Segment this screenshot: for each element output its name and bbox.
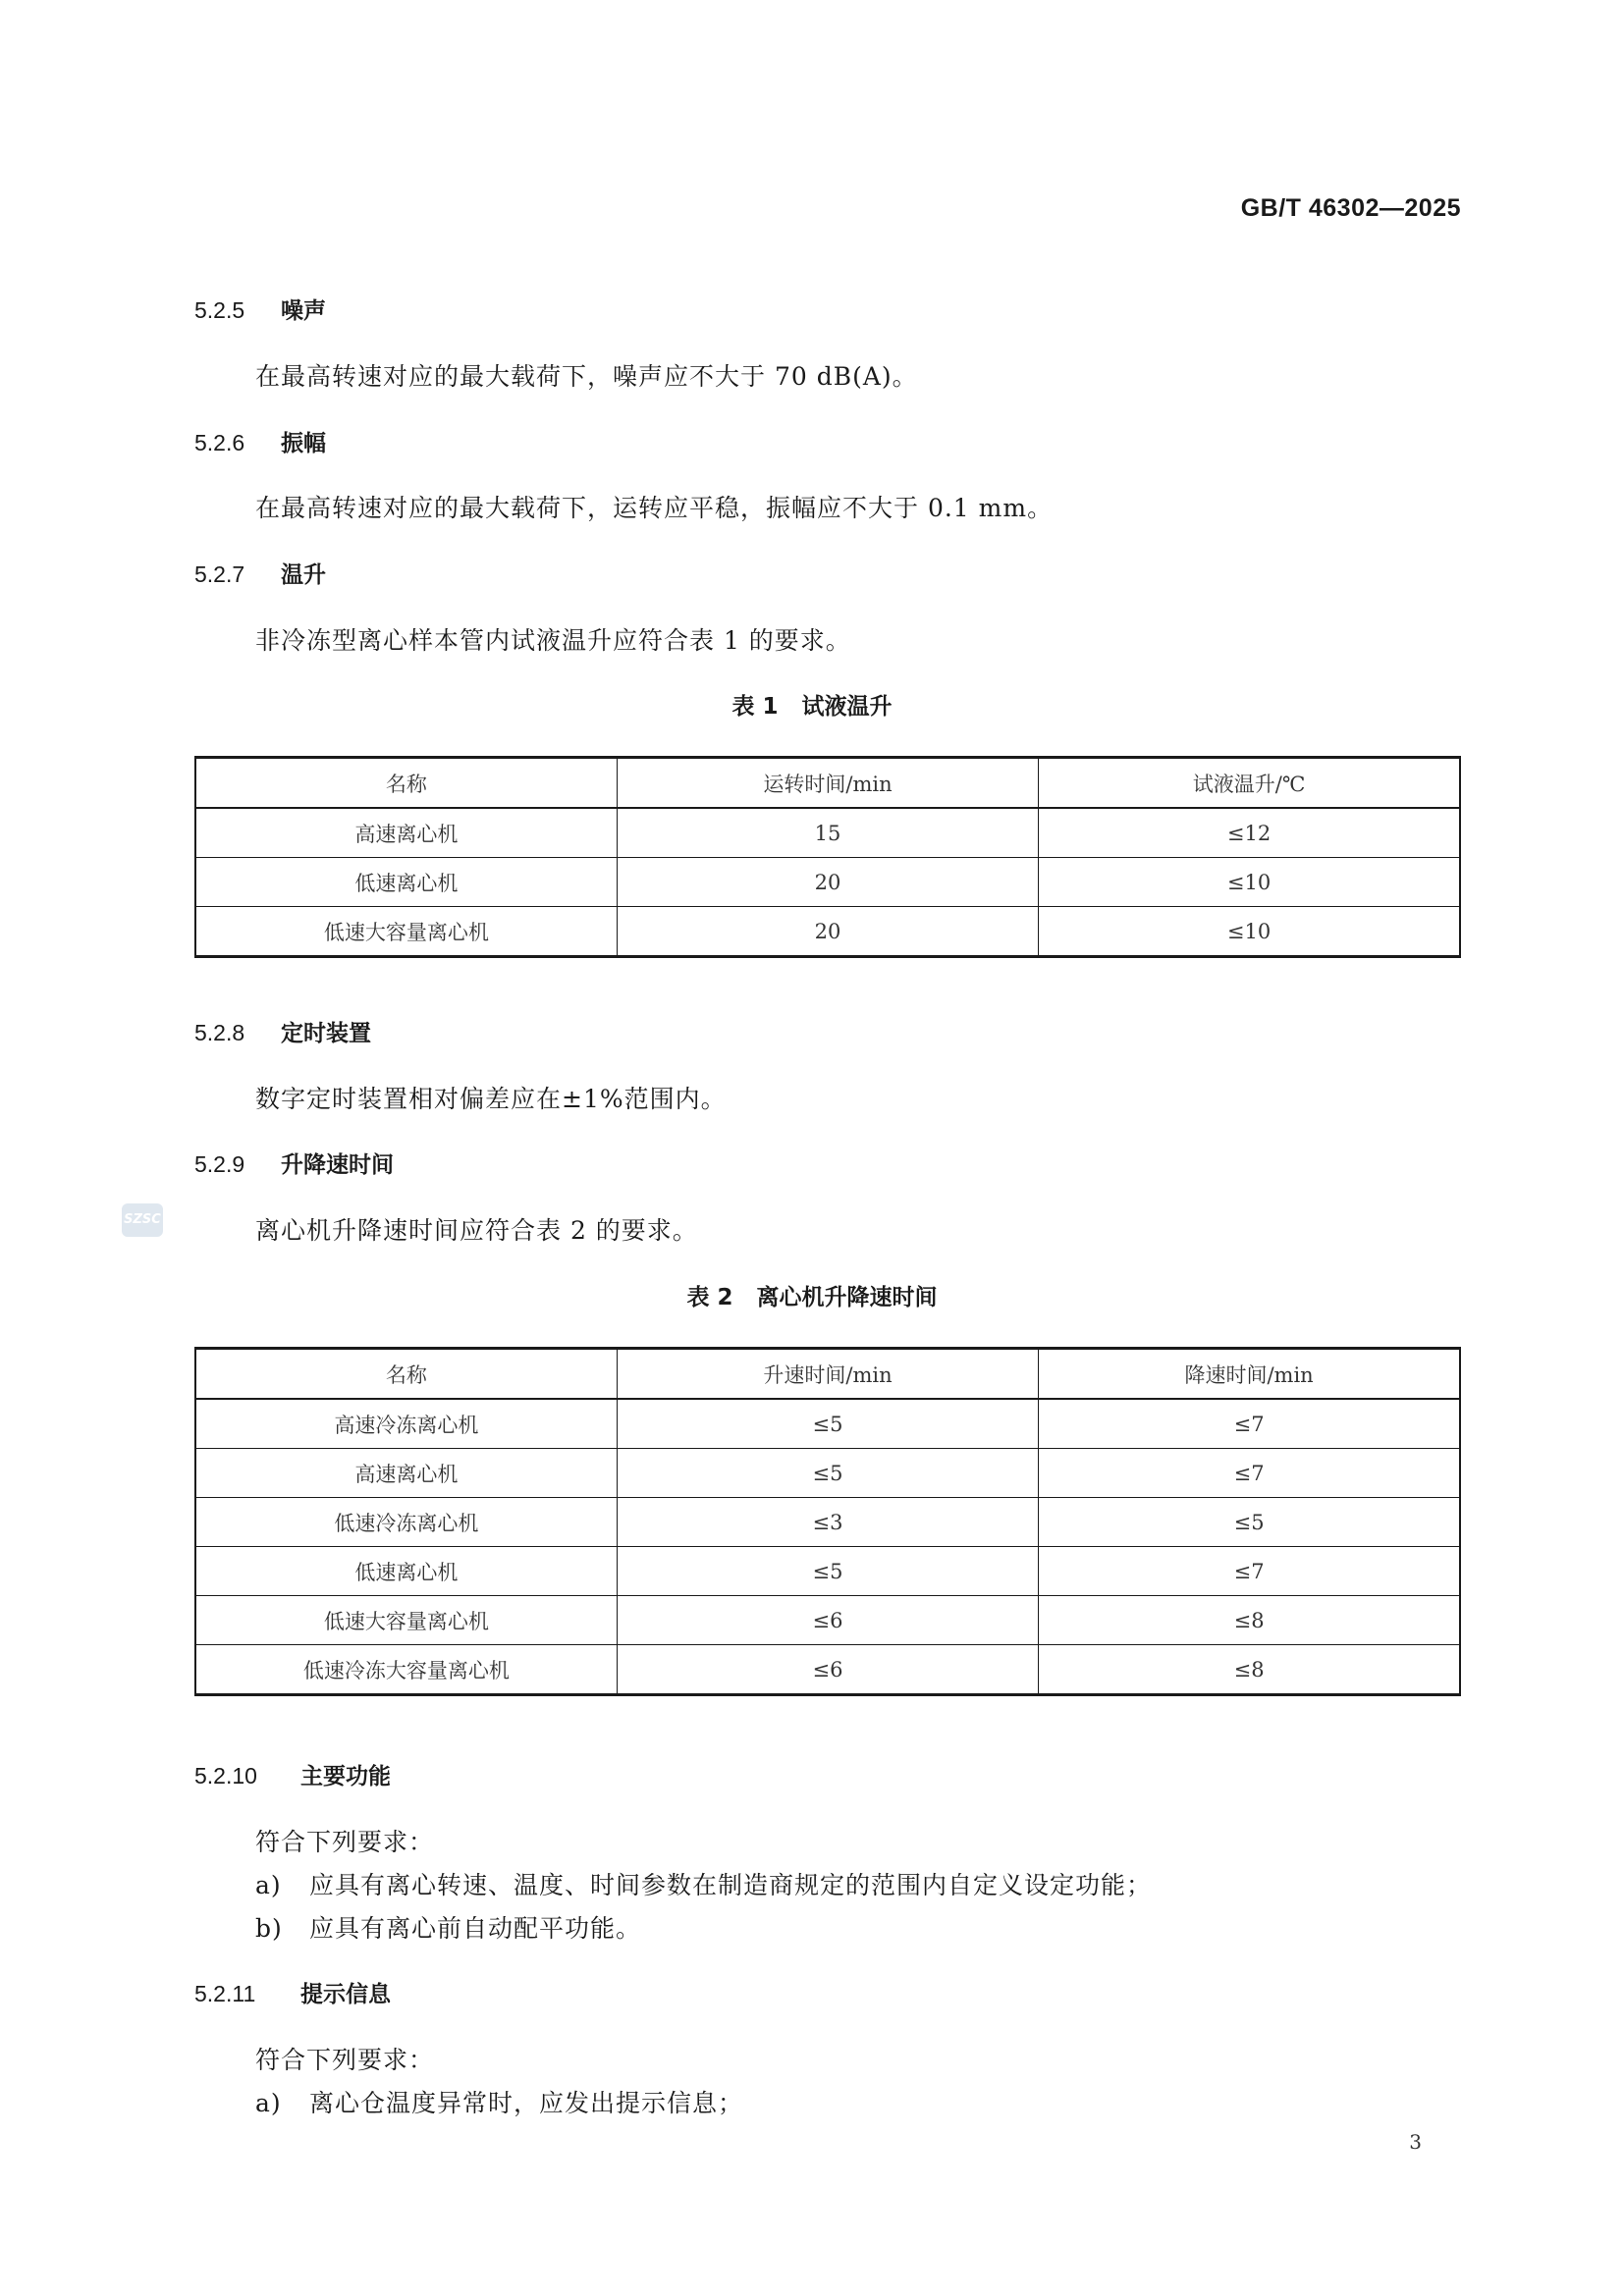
section-heading-5-2-6 bbox=[194, 425, 326, 457]
section-title: 温升 bbox=[281, 562, 326, 588]
table-label: 表 2 bbox=[686, 1285, 733, 1310]
table-2-caption bbox=[0, 1279, 1624, 1311]
table-cell: ≤12 bbox=[1039, 808, 1460, 858]
table-cell: 高速冷冻离心机 bbox=[195, 1399, 617, 1449]
table-cell: 低速离心机 bbox=[195, 1547, 617, 1596]
section-text-5-2-7: 非冷冻型离心样本管内试液温升应符合表 1 的要求。 bbox=[255, 626, 851, 655]
table-cell: 15 bbox=[617, 808, 1038, 858]
section-heading-5-2-10 bbox=[194, 1758, 391, 1790]
table-cell: 低速冷冻离心机 bbox=[195, 1498, 617, 1547]
table-row bbox=[195, 1547, 1460, 1596]
table-cell: ≤8 bbox=[1039, 1645, 1460, 1695]
table-cell: ≤6 bbox=[617, 1645, 1038, 1695]
table-cell: ≤5 bbox=[617, 1449, 1038, 1498]
column-header: 名称 bbox=[195, 1349, 617, 1400]
table-cell: ≤6 bbox=[617, 1596, 1038, 1645]
list-text: 应具有离心转速、温度、时间参数在制造商规定的范围内自定义设定功能； bbox=[309, 1871, 1153, 1899]
section-title: 振幅 bbox=[281, 431, 326, 456]
table-row bbox=[195, 1449, 1460, 1498]
table-cell: 高速离心机 bbox=[195, 808, 617, 858]
section-number: 5.2.7 bbox=[194, 561, 245, 587]
table-header-row bbox=[195, 758, 1460, 809]
table-row bbox=[195, 1645, 1460, 1695]
column-header: 运转时间/min bbox=[617, 758, 1038, 809]
list-marker: b) bbox=[255, 1914, 283, 1943]
section-number: 5.2.6 bbox=[194, 430, 245, 455]
list-marker: a) bbox=[255, 2089, 282, 2117]
table-title: 试液温升 bbox=[801, 694, 893, 720]
table-row bbox=[195, 907, 1460, 957]
section-heading-5-2-8 bbox=[194, 1015, 371, 1047]
section-text-5-2-5: 在最高转速对应的最大载荷下，噪声应不大于 70 dB(A)。 bbox=[255, 362, 918, 391]
table-cell: ≤8 bbox=[1039, 1596, 1460, 1645]
section-number: 5.2.9 bbox=[194, 1151, 245, 1177]
table-cell: 低速大容量离心机 bbox=[195, 1596, 617, 1645]
section-number: 5.2.10 bbox=[194, 1763, 257, 1789]
section-heading-5-2-5 bbox=[194, 293, 326, 325]
standard-number: GB/T 46302—2025 bbox=[1240, 194, 1461, 222]
list-item bbox=[255, 1909, 641, 1945]
section-number: 5.2.5 bbox=[194, 297, 245, 323]
table-1-caption bbox=[0, 688, 1624, 721]
section-text-5-2-8: 数字定时装置相对偏差应在±1%范围内。 bbox=[255, 1085, 727, 1113]
table-2 bbox=[194, 1347, 1461, 1696]
section-title: 升降速时间 bbox=[281, 1152, 394, 1178]
table-cell: 20 bbox=[617, 907, 1038, 957]
table-cell: ≤7 bbox=[1039, 1449, 1460, 1498]
column-header: 名称 bbox=[195, 758, 617, 809]
section-intro-5-2-10: 符合下列要求： bbox=[255, 1828, 435, 1856]
section-text-5-2-9: 离心机升降速时间应符合表 2 的要求。 bbox=[255, 1216, 698, 1245]
table-cell: ≤7 bbox=[1039, 1399, 1460, 1449]
section-heading-5-2-7 bbox=[194, 557, 326, 589]
section-intro-5-2-11: 符合下列要求： bbox=[255, 2046, 435, 2074]
column-header: 升速时间/min bbox=[617, 1349, 1038, 1400]
table-cell: 低速离心机 bbox=[195, 858, 617, 907]
table-cell: ≤5 bbox=[617, 1547, 1038, 1596]
table-cell: ≤10 bbox=[1039, 858, 1460, 907]
table-cell: 高速离心机 bbox=[195, 1449, 617, 1498]
table-row bbox=[195, 858, 1460, 907]
section-number: 5.2.11 bbox=[194, 1981, 256, 2006]
list-text: 离心仓温度异常时，应发出提示信息； bbox=[309, 2089, 744, 2117]
column-header: 试液温升/℃ bbox=[1039, 758, 1460, 809]
section-title: 噪声 bbox=[281, 298, 326, 324]
table-cell: ≤3 bbox=[617, 1498, 1038, 1547]
list-item bbox=[255, 1866, 1152, 1901]
table-cell: ≤5 bbox=[1039, 1498, 1460, 1547]
table-cell: 20 bbox=[617, 858, 1038, 907]
list-text: 应具有离心前自动配平功能。 bbox=[309, 1914, 642, 1943]
table-1 bbox=[194, 756, 1461, 958]
table-cell: ≤10 bbox=[1039, 907, 1460, 957]
section-number: 5.2.8 bbox=[194, 1020, 245, 1045]
table-cell: ≤5 bbox=[617, 1399, 1038, 1449]
table-cell: 低速冷冻大容量离心机 bbox=[195, 1645, 617, 1695]
section-title: 定时装置 bbox=[281, 1021, 371, 1046]
section-title: 主要功能 bbox=[300, 1764, 391, 1789]
table-row bbox=[195, 808, 1460, 858]
table-row bbox=[195, 1596, 1460, 1645]
table-row bbox=[195, 1498, 1460, 1547]
section-title: 提示信息 bbox=[300, 1982, 391, 2007]
table-title: 离心机升降速时间 bbox=[756, 1285, 938, 1310]
table-header-row bbox=[195, 1349, 1460, 1400]
table-cell: 低速大容量离心机 bbox=[195, 907, 617, 957]
section-text-5-2-6: 在最高转速对应的最大载荷下，运转应平稳，振幅应不大于 0.1 mm。 bbox=[255, 494, 1054, 522]
table-cell: ≤7 bbox=[1039, 1547, 1460, 1596]
watermark-logo: SZSC bbox=[122, 1203, 163, 1237]
list-item bbox=[255, 2084, 743, 2119]
list-marker: a) bbox=[255, 1871, 282, 1899]
page-number: 3 bbox=[1409, 2130, 1422, 2154]
table-label: 表 1 bbox=[731, 694, 779, 720]
section-heading-5-2-11 bbox=[194, 1976, 391, 2008]
section-heading-5-2-9 bbox=[194, 1147, 394, 1179]
column-header: 降速时间/min bbox=[1039, 1349, 1460, 1400]
table-row bbox=[195, 1399, 1460, 1449]
